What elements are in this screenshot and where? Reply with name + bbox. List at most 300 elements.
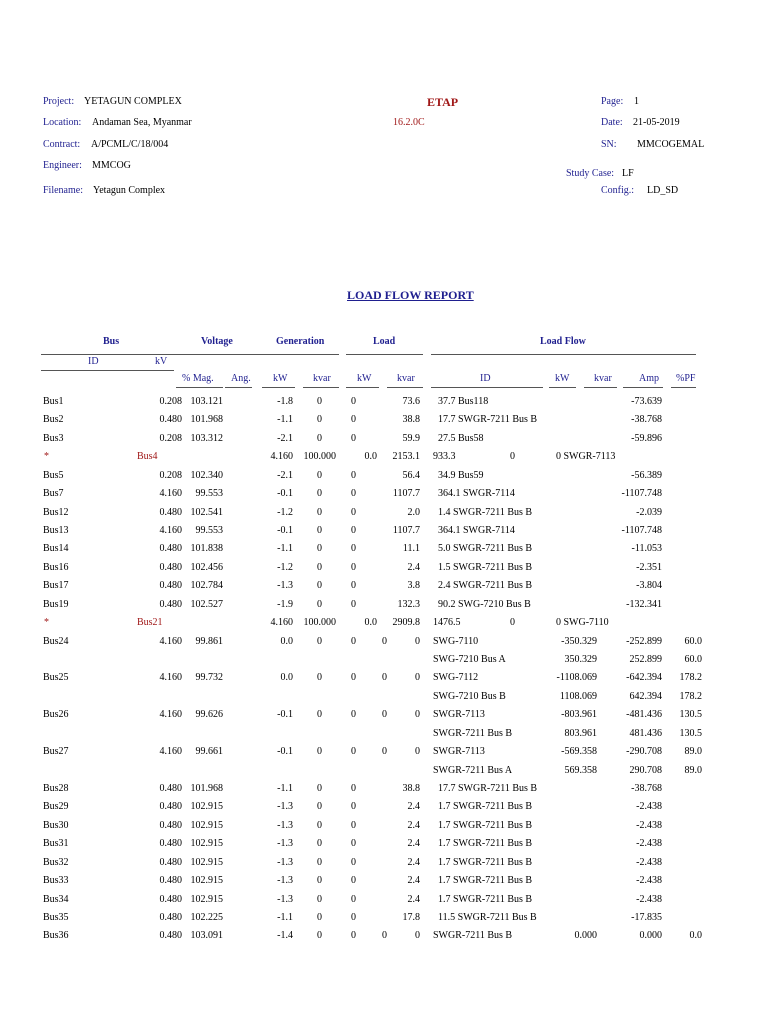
- cell-pf: 60.0: [684, 654, 702, 666]
- cell-gkvar: 0: [351, 432, 356, 444]
- cell-bus: Bus4: [137, 451, 158, 463]
- cell-ang: -0.1: [277, 746, 293, 758]
- cell-amp: -2.438: [636, 893, 662, 905]
- date-value: 21-05-2019: [633, 117, 680, 128]
- col-voltage: Voltage: [201, 336, 233, 347]
- cell-kv: 4.160: [159, 746, 182, 758]
- rule-mag: [176, 387, 223, 388]
- cell-mag: 4.160: [270, 451, 293, 463]
- cell-gkw: 0: [317, 672, 322, 684]
- cell-pf: 178.2: [679, 672, 702, 684]
- cell-mag: 99.661: [195, 746, 223, 758]
- cell-gkw: 0.0: [364, 451, 377, 463]
- cell-ang: -1.3: [277, 875, 293, 887]
- cell-kv: 0.208: [159, 432, 182, 444]
- cell-amp: -59.896: [631, 432, 662, 444]
- cell-ang: -2.1: [277, 469, 293, 481]
- cell-lfid: 1.7 SWGR-7211 Bus B: [438, 819, 533, 831]
- cell-gkw: 0: [317, 912, 322, 924]
- cell-amp: -73.639: [631, 396, 662, 407]
- cell-amp: -2.351: [636, 561, 662, 573]
- cell-ang: 0.0: [280, 635, 293, 647]
- cell-gkw: 0: [317, 893, 322, 905]
- cell-gkvar: 0: [351, 488, 356, 500]
- cell-lkvar: 59.9: [402, 432, 420, 444]
- cell-kv: 0.480: [159, 801, 182, 813]
- project-label: Project:: [43, 96, 75, 107]
- cell-lfid: 90.2 SWG-7210 Bus B: [438, 598, 531, 610]
- cell-bus: Bus7: [43, 488, 64, 500]
- cell-mag: 99.553: [195, 488, 223, 500]
- cell-mag: 101.968: [190, 414, 223, 426]
- cell-gkvar: 0: [351, 746, 356, 758]
- cell-kv: 4.160: [159, 525, 182, 536]
- cell-kv: 0.480: [159, 856, 182, 868]
- cell-kv: 4.160: [159, 672, 182, 684]
- cell-lkvar: 0: [415, 635, 420, 647]
- cell-ang: -1.4: [277, 930, 293, 942]
- cell-amp: 252.899: [629, 654, 662, 666]
- cell-lkvar: 2.4: [407, 856, 420, 868]
- cell-ang: 100.000: [303, 451, 336, 463]
- cell-gkw: 0: [317, 580, 322, 592]
- cell-gkw: 0: [317, 819, 322, 831]
- contract-value: A/PCML/C/18/004: [91, 139, 169, 150]
- cell-lkvar: 2.4: [407, 561, 420, 573]
- cell-kv: 0.480: [159, 875, 182, 887]
- cell-lkw: 933.3: [433, 451, 456, 463]
- report-title: LOAD FLOW REPORT: [347, 288, 474, 302]
- cell-mag: 102.915: [190, 819, 223, 831]
- cell-ang: -1.8: [277, 396, 293, 407]
- cell-gkw: 0: [317, 783, 322, 795]
- cell-lkw: 1476.5: [433, 617, 461, 629]
- cell-amp: -2.438: [636, 856, 662, 868]
- cell-lfid: 17.7 SWGR-7211 Bus B: [438, 414, 538, 426]
- rule-pf: [671, 387, 696, 388]
- cell-lfkw: 1108.069: [559, 690, 597, 702]
- cell-gkw: 0: [317, 561, 322, 573]
- cell-lkvar: 132.3: [397, 598, 420, 610]
- cell-amp: -2.438: [636, 875, 662, 887]
- page-label: Page:: [601, 96, 624, 107]
- table-row: [0, 783, 768, 801]
- cell-gkw: 0: [317, 709, 322, 721]
- cell-bus: Bus1: [43, 396, 64, 407]
- cell-lkvar: 0: [510, 617, 515, 629]
- cell-gkvar: 0: [351, 912, 356, 924]
- cell-ang: -0.1: [277, 709, 293, 721]
- cell-gkw: 0: [317, 525, 322, 536]
- col-load-flow: Load Flow: [540, 336, 586, 347]
- cell-lfid: SWGR-7211 Bus B: [433, 930, 513, 942]
- cell-amp: -1107.748: [621, 488, 662, 500]
- cell-ang: -1.1: [277, 414, 293, 426]
- cell-lkw: 0: [382, 746, 387, 758]
- col-id: ID: [88, 356, 99, 367]
- config-value: LD_SD: [647, 185, 679, 196]
- cell-bus: Bus12: [43, 506, 69, 518]
- cell-lkvar: 0: [415, 672, 420, 684]
- cell-lkvar: 2.4: [407, 875, 420, 887]
- cell-kv: 0.480: [159, 912, 182, 924]
- table-row: [0, 912, 768, 930]
- rule-gen-kvar: [303, 387, 339, 388]
- cell-gkw: 0.0: [364, 617, 377, 629]
- cell-amp: -290.708: [626, 746, 662, 758]
- cell-kv: 0.480: [159, 561, 182, 573]
- cell-mag: 101.838: [190, 543, 223, 555]
- cell-amp: -252.899: [626, 635, 662, 647]
- config-label: Config.:: [601, 185, 635, 196]
- cell-gkvar: 0: [351, 396, 356, 407]
- cell-amp: -1107.748: [621, 525, 662, 536]
- cell-gkvar: 0: [351, 783, 356, 795]
- cell-ang: -1.2: [277, 561, 293, 573]
- cell-amp: -2.438: [636, 838, 662, 850]
- cell-mag: 102.915: [190, 856, 223, 868]
- cell-bus: Bus36: [43, 930, 69, 942]
- cell-lfid: SWGR-7113: [433, 746, 485, 758]
- cell-lkw: 0: [382, 930, 387, 942]
- cell-gkvar: 0: [351, 525, 356, 536]
- cell-mag: 103.121: [190, 396, 223, 407]
- cell-amp: -11.053: [631, 543, 662, 555]
- cell-lfid: 1.7 SWGR-7211 Bus B: [438, 875, 533, 887]
- table-row: [0, 543, 768, 561]
- cell-lfid: 364.1 SWGR-7114: [438, 525, 515, 536]
- table-row: [0, 636, 768, 654]
- cell-lfkw: 0.000: [574, 930, 597, 942]
- cell-bus: Bus16: [43, 561, 69, 573]
- cell-pf: 0.0: [689, 930, 702, 942]
- rule-lf-kw: [549, 387, 576, 388]
- cell-kv: 0.480: [159, 506, 182, 518]
- cell-lfid: 364.1 SWGR-7114: [438, 488, 515, 500]
- cell-lkw: 0: [382, 709, 387, 721]
- cell-gkvar: 0: [351, 893, 356, 905]
- cell-gkvar: 0: [351, 672, 356, 684]
- cell-mag: 102.915: [190, 801, 223, 813]
- sn-value: MMCOGEMAL: [637, 139, 705, 150]
- table-row: [0, 894, 768, 912]
- cell-gkvar: 0: [351, 838, 356, 850]
- cell-lkvar: 2.4: [407, 801, 420, 813]
- cell-gkw: 0: [317, 469, 322, 481]
- cell-bus: Bus29: [43, 801, 69, 813]
- cell-bus: Bus5: [43, 469, 64, 481]
- col-bus: Bus: [103, 336, 120, 347]
- table-row: [0, 562, 768, 580]
- cell-lfid: 0 SWG-7110: [556, 617, 609, 629]
- cell-kv: 0.480: [159, 414, 182, 426]
- table-row: [0, 930, 768, 948]
- cell-lkvar: 38.8: [402, 783, 420, 795]
- page-value: 1: [634, 96, 639, 107]
- cell-gkw: 0: [317, 635, 322, 647]
- cell-gkvar: 2909.8: [392, 617, 420, 629]
- cell-gkw: 0: [317, 414, 322, 426]
- col-load: Load: [373, 336, 396, 347]
- cell-lfid: 1.5 SWGR-7211 Bus B: [438, 561, 533, 573]
- cell-amp: 0.000: [639, 930, 662, 942]
- cell-lfid: SWG-7210 Bus A: [433, 654, 506, 666]
- cell-gkw: 0: [317, 875, 322, 887]
- cell-mag: 102.541: [190, 506, 223, 518]
- cell-ang: 100.000: [303, 617, 336, 629]
- cell-amp: -38.768: [631, 783, 662, 795]
- cell-lfid: SWG-7110: [433, 635, 479, 647]
- location-value: Andaman Sea, Myanmar: [92, 117, 192, 128]
- cell-lkvar: 0: [415, 746, 420, 758]
- rule-gen-kw: [262, 387, 295, 388]
- cell-lfkw: -569.358: [561, 746, 597, 758]
- cell-ang: -1.3: [277, 801, 293, 813]
- table-row: [0, 801, 768, 819]
- cell-ang: -1.2: [277, 506, 293, 518]
- cell-lfid: 5.0 SWGR-7211 Bus B: [438, 543, 533, 555]
- cell-amp: -17.835: [631, 912, 662, 924]
- cell-lfkw: -350.329: [561, 635, 597, 647]
- filename-value: Yetagun Complex: [93, 185, 166, 196]
- study-case-value: LF: [622, 168, 634, 179]
- cell-gkw: 0: [317, 930, 322, 942]
- cell-mag: 102.225: [190, 912, 223, 924]
- cell-mark: *: [44, 451, 49, 463]
- cell-bus: Bus33: [43, 875, 69, 887]
- table-row: [0, 709, 768, 727]
- col-mag: % Mag.: [182, 373, 214, 384]
- cell-amp: 290.708: [629, 764, 662, 776]
- cell-pf: 89.0: [684, 764, 702, 776]
- cell-lkvar: 0: [415, 709, 420, 721]
- cell-kv: 0.480: [159, 819, 182, 831]
- table-row: [0, 654, 768, 672]
- project-value: YETAGUN COMPLEX: [84, 96, 182, 107]
- cell-amp: -38.768: [631, 414, 662, 426]
- col-lf-kw: kW: [555, 373, 570, 384]
- cell-lfkw: 569.358: [564, 764, 597, 776]
- cell-gkvar: 0: [351, 543, 356, 555]
- cell-bus: Bus25: [43, 672, 69, 684]
- cell-lkvar: 2.0: [407, 506, 420, 518]
- cell-gkvar: 2153.1: [392, 451, 420, 463]
- cell-gkw: 0: [317, 801, 322, 813]
- cell-kv: 4.160: [159, 635, 182, 647]
- table-row: [0, 691, 768, 709]
- cell-lkvar: 1107.7: [392, 525, 420, 536]
- rule-load-kw: [346, 387, 379, 388]
- cell-mag: 103.091: [190, 930, 223, 942]
- cell-lfkw: -1108.069: [556, 672, 597, 684]
- cell-lkvar: 2.4: [407, 893, 420, 905]
- cell-gkvar: 0: [351, 506, 356, 518]
- col-generation: Generation: [276, 336, 325, 347]
- rule-id-kv: [41, 370, 174, 371]
- cell-lfid: SWG-7112: [433, 672, 479, 684]
- cell-lkvar: 2.4: [407, 819, 420, 831]
- cell-bus: Bus32: [43, 856, 69, 868]
- table-row: [0, 765, 768, 783]
- engineer-value: MMCOG: [92, 160, 131, 171]
- cell-lfkw: -803.961: [561, 709, 597, 721]
- cell-gkw: 0: [317, 543, 322, 555]
- cell-bus: Bus27: [43, 746, 69, 758]
- cell-lkvar: 17.8: [402, 912, 420, 924]
- table-row: [0, 820, 768, 838]
- cell-gkw: 0: [317, 506, 322, 518]
- cell-gkvar: 0: [351, 635, 356, 647]
- cell-lkvar: 38.8: [402, 414, 420, 426]
- cell-bus: Bus34: [43, 893, 69, 905]
- cell-gkvar: 0: [351, 709, 356, 721]
- cell-gkw: 0: [317, 488, 322, 500]
- cell-bus: Bus31: [43, 838, 69, 850]
- cell-lfid: 34.9 Bus59: [438, 469, 484, 481]
- engineer-label: Engineer:: [43, 160, 82, 171]
- table-row: [0, 599, 768, 617]
- cell-ang: -1.3: [277, 819, 293, 831]
- cell-mark: *: [44, 617, 49, 629]
- cell-gkw: 0: [317, 598, 322, 610]
- cell-gkw: 0: [317, 432, 322, 444]
- cell-bus: Bus13: [43, 525, 69, 536]
- cell-amp: -2.438: [636, 801, 662, 813]
- cell-gkvar: 0: [351, 801, 356, 813]
- cell-kv: 0.480: [159, 930, 182, 942]
- table-row: [0, 433, 768, 451]
- cell-ang: 0.0: [280, 672, 293, 684]
- cell-lkvar: 2.4: [407, 838, 420, 850]
- cell-lkvar: 0: [415, 930, 420, 942]
- cell-lfkw: 803.961: [564, 727, 597, 739]
- cell-mag: 102.915: [190, 838, 223, 850]
- cell-gkvar: 0: [351, 930, 356, 942]
- col-load-kvar: kvar: [397, 373, 415, 384]
- cell-lfid: 11.5 SWGR-7211 Bus B: [438, 912, 537, 924]
- sn-label: SN:: [601, 139, 617, 150]
- cell-kv: 0.480: [159, 893, 182, 905]
- cell-lkvar: 0: [510, 451, 515, 463]
- cell-mag: 99.861: [195, 635, 223, 647]
- cell-pf: 60.0: [684, 635, 702, 647]
- table-row: [0, 746, 768, 764]
- cell-gkvar: 0: [351, 598, 356, 610]
- cell-bus: Bus24: [43, 635, 69, 647]
- cell-gkw: 0: [317, 838, 322, 850]
- cell-lkvar: 56.4: [402, 469, 420, 481]
- cell-lfid: 1.7 SWGR-7211 Bus B: [438, 893, 533, 905]
- cell-lkvar: 1107.7: [392, 488, 420, 500]
- cell-bus: Bus30: [43, 819, 69, 831]
- cell-lfid: 1.4 SWGR-7211 Bus B: [438, 506, 533, 518]
- cell-bus: Bus28: [43, 783, 69, 795]
- cell-bus: Bus19: [43, 598, 69, 610]
- cell-mag: 99.626: [195, 709, 223, 721]
- table-row: [0, 507, 768, 525]
- cell-bus: Bus21: [137, 617, 163, 629]
- rule-ang: [225, 387, 252, 388]
- rule-lf-id: [431, 387, 543, 388]
- cell-lkw: 0: [382, 635, 387, 647]
- cell-kv: 0.208: [159, 396, 182, 407]
- cell-ang: -1.3: [277, 838, 293, 850]
- cell-mag: 101.968: [190, 783, 223, 795]
- cell-lkvar: 11.1: [402, 543, 420, 555]
- cell-gkvar: 0: [351, 875, 356, 887]
- cell-ang: -1.1: [277, 912, 293, 924]
- study-case-label: Study Case:: [566, 168, 615, 179]
- cell-gkw: 0: [317, 746, 322, 758]
- cell-amp: -56.389: [631, 469, 662, 481]
- table-row: [0, 525, 768, 543]
- cell-lfid: SWGR-7211 Bus A: [433, 764, 513, 776]
- rule-load-kvar: [387, 387, 423, 388]
- table-row: [0, 875, 768, 893]
- filename-label: Filename:: [43, 185, 83, 196]
- cell-lkvar: 73.6: [402, 396, 420, 407]
- app-name: ETAP: [427, 95, 459, 109]
- col-gen-kw: kW: [273, 373, 288, 384]
- cell-kv: 0.480: [159, 783, 182, 795]
- cell-ang: -1.3: [277, 580, 293, 592]
- cell-lfid: 27.5 Bus58: [438, 432, 484, 444]
- col-lf-kvar: kvar: [594, 373, 612, 384]
- col-amp: Amp: [639, 373, 659, 384]
- cell-ang: -1.3: [277, 893, 293, 905]
- table-row: [0, 488, 768, 506]
- table-row: [0, 857, 768, 875]
- table-row: [0, 728, 768, 746]
- cell-ang: -0.1: [277, 488, 293, 500]
- table-row: [0, 414, 768, 432]
- cell-ang: -1.1: [277, 783, 293, 795]
- cell-lfid: 1.7 SWGR-7211 Bus B: [438, 838, 533, 850]
- cell-pf: 130.5: [679, 727, 702, 739]
- cell-amp: 642.394: [629, 690, 662, 702]
- rule-lf-kvar: [584, 387, 617, 388]
- table-row: [0, 470, 768, 488]
- cell-pf: 130.5: [679, 709, 702, 721]
- cell-pf: 89.0: [684, 746, 702, 758]
- cell-mag: 102.915: [190, 893, 223, 905]
- cell-lkw: 0: [382, 672, 387, 684]
- cell-lkvar: 3.8: [407, 580, 420, 592]
- cell-bus: Bus26: [43, 709, 69, 721]
- date-label: Date:: [601, 117, 623, 128]
- cell-amp: 481.436: [629, 727, 662, 739]
- cell-kv: 4.160: [159, 488, 182, 500]
- cell-ang: -1.3: [277, 856, 293, 868]
- rule-amp: [623, 387, 663, 388]
- cell-lfid: SWGR-7211 Bus B: [433, 727, 513, 739]
- cell-bus: Bus17: [43, 580, 69, 592]
- col-lf-id: ID: [480, 373, 491, 384]
- cell-pf: 178.2: [679, 690, 702, 702]
- cell-mag: 102.340: [190, 469, 223, 481]
- cell-kv: 0.480: [159, 598, 182, 610]
- cell-bus: Bus2: [43, 414, 64, 426]
- cell-gkvar: 0: [351, 819, 356, 831]
- cell-bus: Bus14: [43, 543, 69, 555]
- cell-lfid: 2.4 SWGR-7211 Bus B: [438, 580, 533, 592]
- cell-ang: -0.1: [277, 525, 293, 536]
- cell-mag: 4.160: [270, 617, 293, 629]
- cell-lfid: 17.7 SWGR-7211 Bus B: [438, 783, 538, 795]
- location-label: Location:: [43, 117, 82, 128]
- col-ang: Ang.: [231, 373, 251, 384]
- cell-kv: 0.480: [159, 543, 182, 555]
